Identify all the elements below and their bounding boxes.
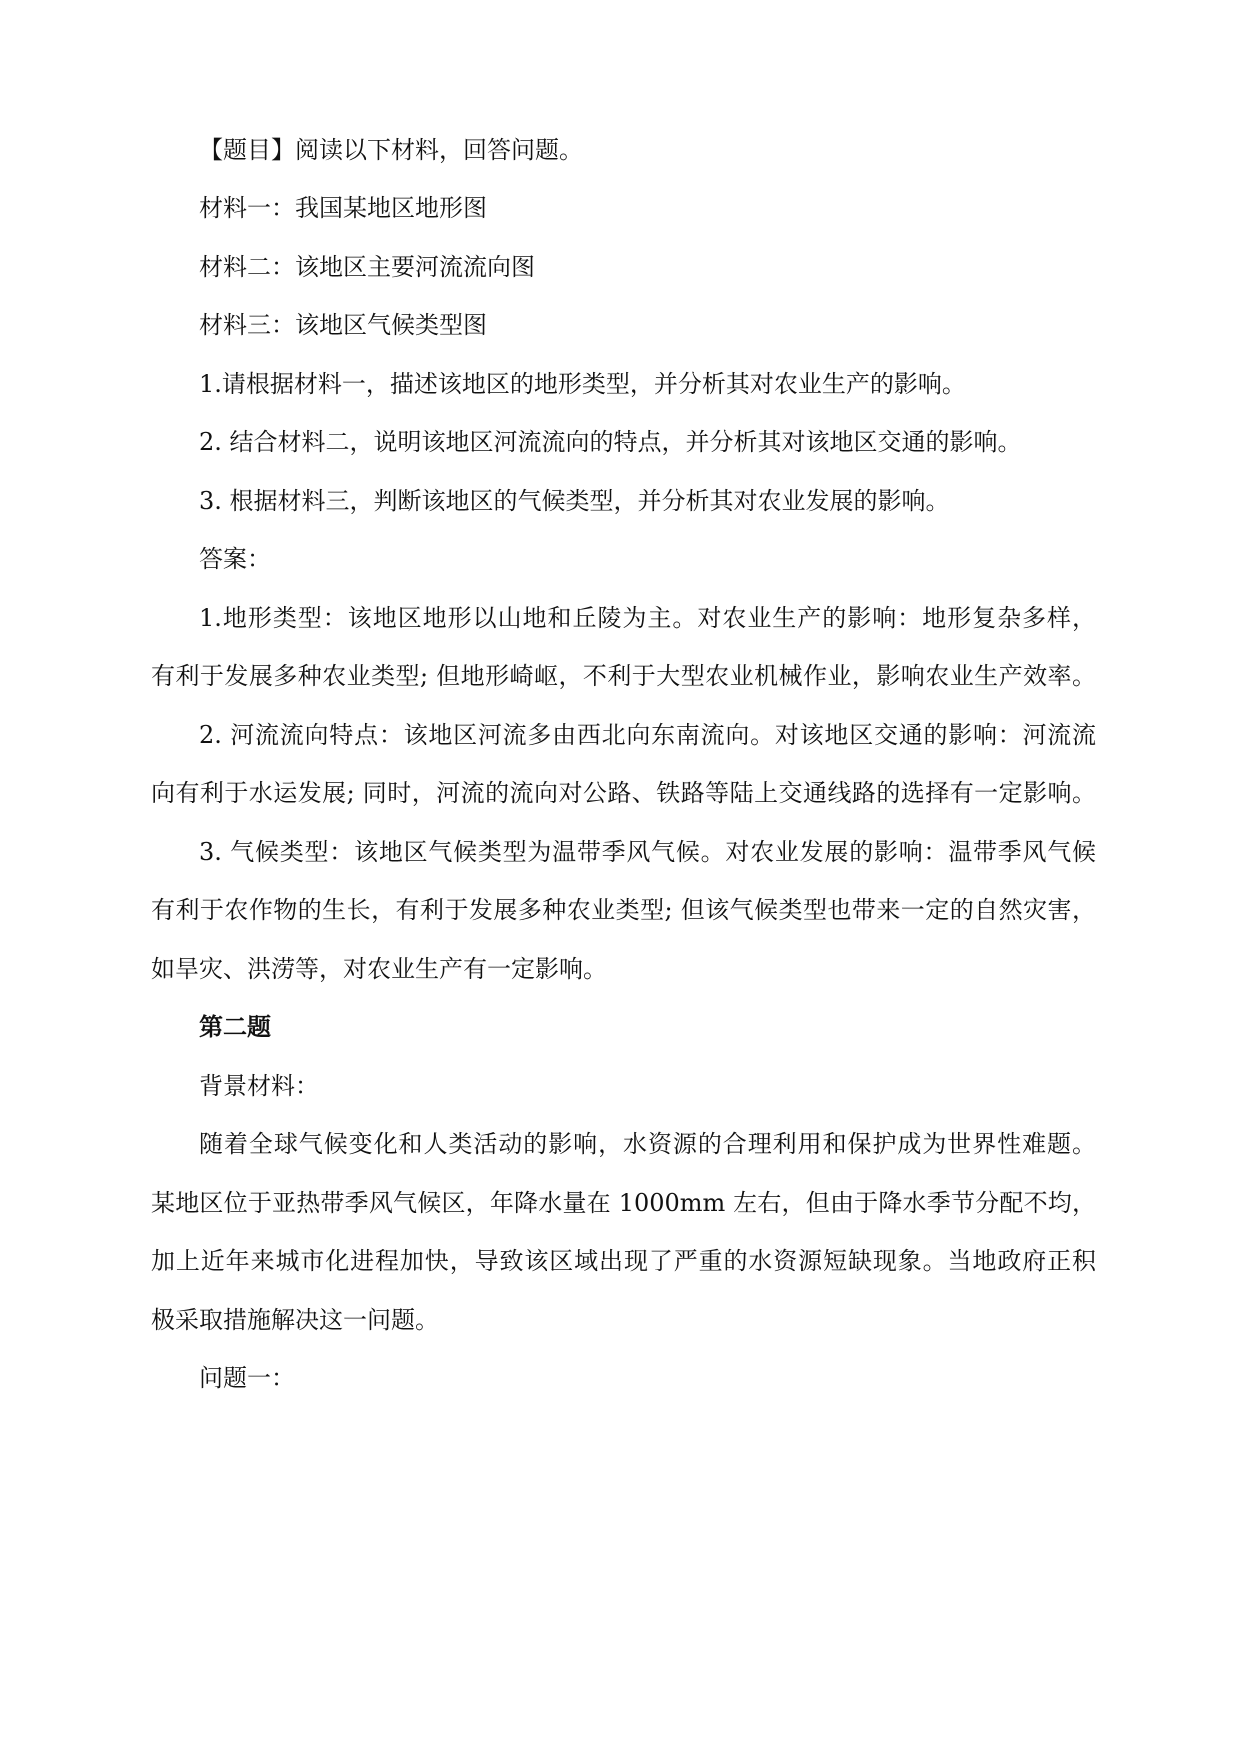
background-line-1: 随着全球气候变化和人类活动的影响，水资源的合理利用和保护成为世界性难题。: [199, 1130, 1096, 1158]
answer-three-line-1: 3. 气候类型：该地区气候类型为温带季风气候。对农业发展的影响：温带季风气候: [199, 838, 1096, 866]
background-line-2: 某地区位于亚热带季风气候区，年降水量在 1000mm 左右，但由于降水季节分配不均，: [151, 1189, 1096, 1217]
answer-two-line-1: 2. 河流流向特点：该地区河流多由西北向东南流向。对该地区交通的影响：河流流: [199, 721, 1096, 749]
material-two: 材料二：该地区主要河流流向图: [199, 253, 535, 281]
answer-three-line-3: 如旱灾、洪涝等，对农业生产有一定影响。: [151, 955, 607, 983]
question-two-one-label: 问题一：: [199, 1364, 295, 1392]
answer-label: 答案：: [199, 545, 271, 573]
material-three: 材料三：该地区气候类型图: [199, 311, 487, 339]
answer-one-line-2: 有利于发展多种农业类型; 但地形崎岖，不利于大型农业机械作业，影响农业生产效率。: [151, 662, 1096, 690]
background-label: 背景材料：: [199, 1072, 319, 1100]
answer-one-line-1: 1.地形类型：该地区地形以山地和丘陵为主。对农业生产的影响：地形复杂多样，: [199, 604, 1096, 632]
question-title: 【题目】阅读以下材料，回答问题。: [199, 136, 583, 164]
question-one: 1.请根据材料一，描述该地区的地形类型，并分析其对农业生产的影响。: [199, 370, 966, 398]
background-line-4: 极采取措施解决这一问题。: [151, 1306, 439, 1334]
section-two-title: 第二题: [199, 1012, 271, 1041]
question-three: 3. 根据材料三，判断该地区的气候类型，并分析其对农业发展的影响。: [199, 487, 950, 515]
answer-three-line-2: 有利于农作物的生长，有利于发展多种农业类型; 但该气候类型也带来一定的自然灾害，: [151, 896, 1096, 924]
question-two: 2. 结合材料二，说明该地区河流流向的特点，并分析其对该地区交通的影响。: [199, 428, 1022, 456]
answer-two-line-2: 向有利于水运发展; 同时，河流的流向对公路、铁路等陆上交通线路的选择有一定影响。: [151, 779, 1096, 807]
material-one: 材料一：我国某地区地形图: [199, 194, 487, 222]
background-line-3: 加上近年来城市化进程加快，导致该区域出现了严重的水资源短缺现象。当地政府正积: [151, 1247, 1096, 1275]
